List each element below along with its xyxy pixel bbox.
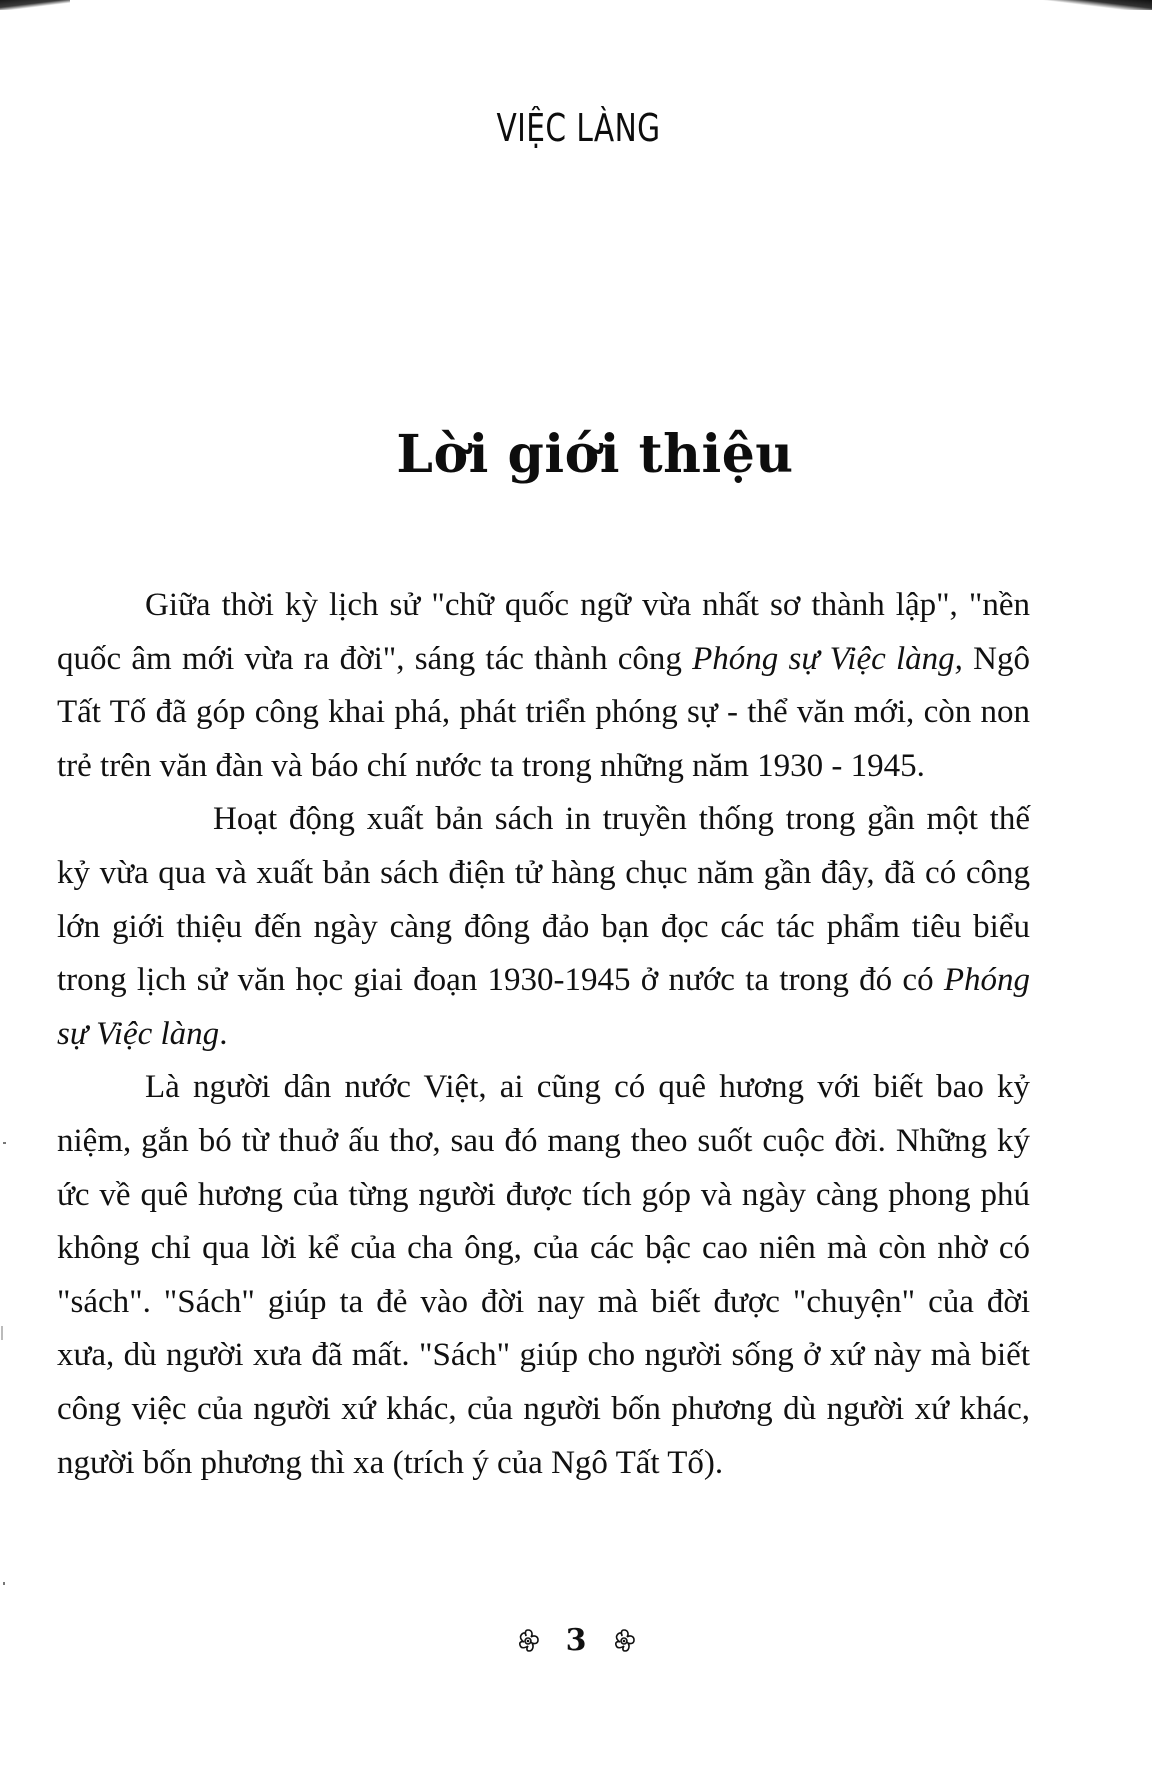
scan-artifact-mark bbox=[3, 1582, 5, 1585]
flower-ornament-icon bbox=[514, 1627, 542, 1655]
paragraph-text: Ngô Tất Tố đã góp công khai phá, phát triển phóng sự - thể văn mới, còn non trẻ trên văn đàn và báo chí nước ta trong những năm 1930 - 1945. bbox=[57, 640, 1030, 784]
paragraph-text: Hoạt động xuất bản sách in truyền thống trong gần một thế kỷ vừa qua và xuất bản sách điện tử hàng chục năm gần đây, đã có công lớn giới thiệu đến ngày càng đông đảo bạn đọc các tác phẩm tiêu biểu trong lịch sử văn học giai đoạn 1930-1945 ở nước ta trong đó có bbox=[57, 801, 1030, 999]
paragraph-text: . bbox=[219, 1015, 228, 1052]
paragraph-text: Là người dân nước Việt, ai cũng có quê hương với biết bao kỷ niệm, gắn bó từ thuở ấu thơ, sau đó mang theo suốt cuộc đời. Những ký ức về quê hương của từng người được tích góp và ngày càng phong phú không chỉ qua lời kể của cha ông, của các bậc cao niên mà còn nhờ có "sách". "Sách" giúp ta đẻ vào đời nay mà biết được "chuyện" của đời xưa, dù người xưa đã mất. "Sách" giúp cho người sống ở xứ này mà biết công việc của người xứ khác, của người bốn phương dù người xứ khác, người bốn phương thì xa (trích ý của Ngô Tất Tố). bbox=[57, 1069, 1030, 1481]
paragraph-2 bbox=[57, 793, 1030, 1061]
page-number: 3 bbox=[565, 1623, 587, 1658]
paragraph-1 bbox=[57, 579, 1030, 793]
scan-edge-shadow-left bbox=[0, 0, 70, 10]
book-title-italic: Phóng sự Việc làng bbox=[57, 962, 1030, 1052]
book-title-italic: Phóng sự Việc làng, bbox=[692, 640, 963, 677]
scan-artifact-mark bbox=[3, 1142, 6, 1144]
scan-edge-shadow-right bbox=[1042, 0, 1152, 10]
running-header: VIỆC LÀNG bbox=[496, 106, 661, 150]
paragraph-text: Giữa thời kỳ lịch sử "chữ quốc ngữ vừa nhất sơ thành lập", "nền quốc âm mới vừa ra đời", sáng tác thành công bbox=[57, 587, 1030, 677]
page-footer bbox=[0, 1623, 1152, 1658]
paragraph-3 bbox=[57, 1061, 1030, 1490]
body-text bbox=[57, 579, 1030, 1490]
flower-ornament-icon bbox=[610, 1627, 638, 1655]
chapter-title: Lời giới thiệu bbox=[396, 424, 794, 485]
scan-artifact-mark bbox=[1, 1326, 3, 1340]
